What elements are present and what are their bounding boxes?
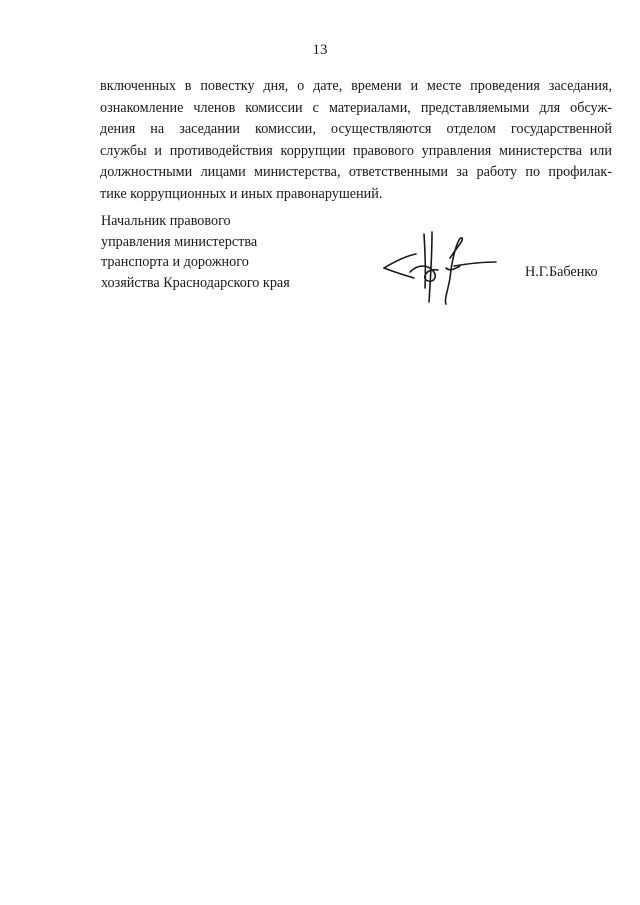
handwritten-signature <box>380 228 500 308</box>
signatory-position-line: Начальник правового <box>101 213 231 229</box>
signatory-position-line: управления министерства <box>101 233 258 250</box>
body-line: должностными лицами министерства, ответственными за работу по профилак- <box>100 164 612 180</box>
signatory-position <box>101 211 290 293</box>
body-line: тике коррупционных и иных правонарушений. <box>100 185 383 202</box>
signatory-position-line: хозяйства Краснодарского края <box>101 274 290 291</box>
body-paragraph <box>100 76 612 205</box>
signer-name: Н.Г.Бабенко <box>525 264 598 280</box>
signatory-position-line: транспорта и дорожного <box>101 254 249 270</box>
body-line: включенных в повестку дня, о дате, времени и месте проведения заседания, <box>100 78 612 94</box>
page-number: 13 <box>312 42 328 58</box>
body-line: дения на заседании комиссии, осуществляются отделом государственной <box>100 121 612 137</box>
body-line: ознакомление членов комиссии с материалами, представляемыми для обсуж- <box>100 99 612 116</box>
body-line: службы и противодействия коррупции правового управления министерства или <box>100 142 612 159</box>
